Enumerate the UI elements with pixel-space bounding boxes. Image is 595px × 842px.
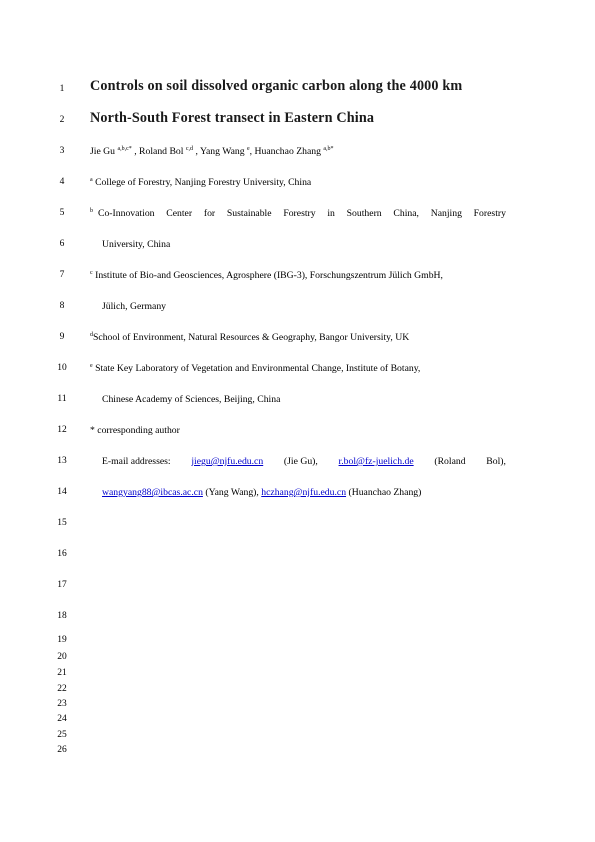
affiliation-mark: c [90,270,93,276]
word: for [203,208,216,219]
line-number-4: 4 [59,177,65,187]
email-link-huanchao-zhang[interactable]: hczhang@njfu.edu.cn [261,487,347,498]
affiliation-b-continued: University, China [102,239,171,250]
line-number-3: 3 [59,146,65,156]
email-line-1 [102,456,506,468]
word: China, [393,208,419,219]
line-number-23: 23 [57,699,67,709]
line-number-24: 24 [57,714,67,724]
affiliation-d [90,332,506,345]
author-name: Yang Wang [199,146,247,157]
email-line-2 [102,487,506,499]
email-owner-yang-wang: (Yang Wang), [202,487,262,498]
author-separator: , [193,146,200,157]
email-label: E-mail addresses: [102,456,171,467]
line-number-10: 10 [57,363,67,373]
author-affiliation-marks: a,b* [323,146,334,152]
line-number-6: 6 [59,239,65,249]
line-number-9: 9 [59,332,65,342]
line-number-11: 11 [57,394,67,404]
affiliation-e [90,363,506,376]
affiliation-mark: e [90,363,93,369]
email-owner-roland-bol-2: Bol), [486,456,506,467]
affiliation-text [98,208,506,220]
email-owner-huanchao-zhang: (Huanchao Zhang) [346,487,422,498]
word: Forestry [283,208,316,219]
affiliation-b [90,208,506,221]
affiliation-text: State Key Laboratory of Vegetation and Environmental Change, Institute of Botany, [92,363,421,374]
word: Sustainable [226,208,272,219]
affiliation-text: School of Environment, Natural Resources & Geography, Bangor University, UK [93,332,410,343]
affiliation-text: College of Forestry, Nanjing Forestry University, China [92,177,312,188]
word: Co-Innovation [98,208,155,219]
author-separator: , [131,146,140,157]
line-number-1: 1 [59,84,65,94]
author-name: Roland Bol [139,146,186,157]
affiliation-a [90,177,506,190]
line-number-25: 25 [57,730,67,740]
line-number-13: 13 [57,456,67,466]
author-affiliation-marks: c,d [185,146,194,152]
word: Center [166,208,193,219]
author-name: Huanchao Zhang [254,146,324,157]
line-number-2: 2 [59,115,65,125]
corresponding-author [90,425,506,437]
affiliation-text: Institute of Bio-and Geosciences, Agrosphere (IBG-3), Forschungszentrum Jülich GmbH, [92,270,443,281]
word: Nanjing [430,208,462,219]
corresponding-mark: * [90,425,95,436]
line-number-21: 21 [57,668,67,678]
paper-title-line-1: Controls on soil dissolved organic carbon along the 4000 km [90,78,463,94]
line-number-22: 22 [57,684,67,694]
author-affiliation-marks: e [247,146,250,152]
affiliation-mark: d [90,332,93,338]
line-number-18: 18 [57,611,67,621]
line-number-20: 20 [57,652,67,662]
affiliation-c [90,270,506,283]
email-link-jie-gu[interactable]: jiegu@njfu.edu.cn [191,456,264,467]
word: Southern [346,208,382,219]
affiliation-mark: b [90,208,93,214]
line-number-17: 17 [57,580,67,590]
corresponding-text: corresponding author [94,425,180,436]
line-number-12: 12 [57,425,67,435]
email-link-yang-wang[interactable]: wangyang88@ibcas.ac.cn [102,487,203,498]
affiliation-mark: a [90,177,93,183]
line-number-15: 15 [57,518,67,528]
line-number-14: 14 [57,487,67,497]
email-link-roland-bol[interactable]: r.bol@fz-juelich.de [338,456,414,467]
affiliation-e-continued: Chinese Academy of Sciences, Beijing, China [102,394,281,405]
author-separator: , [249,146,255,157]
line-number-19: 19 [57,635,67,645]
author-name: Jie Gu [90,146,118,157]
email-owner-roland-bol-1: (Roland [434,456,466,467]
line-number-5: 5 [59,208,65,218]
affiliation-c-continued: Jülich, Germany [102,301,167,312]
line-number-26: 26 [57,745,67,755]
author-affiliation-marks: a,b,c* [117,146,132,152]
paper-title-line-2: North-South Forest transect in Eastern China [90,110,375,126]
line-number-8: 8 [59,301,65,311]
email-owner-jie-gu: (Jie Gu), [283,456,318,467]
author-line [90,146,506,159]
line-number-16: 16 [57,549,67,559]
line-number-7: 7 [59,270,65,280]
word: Forestry [473,208,506,219]
word: in [327,208,335,219]
